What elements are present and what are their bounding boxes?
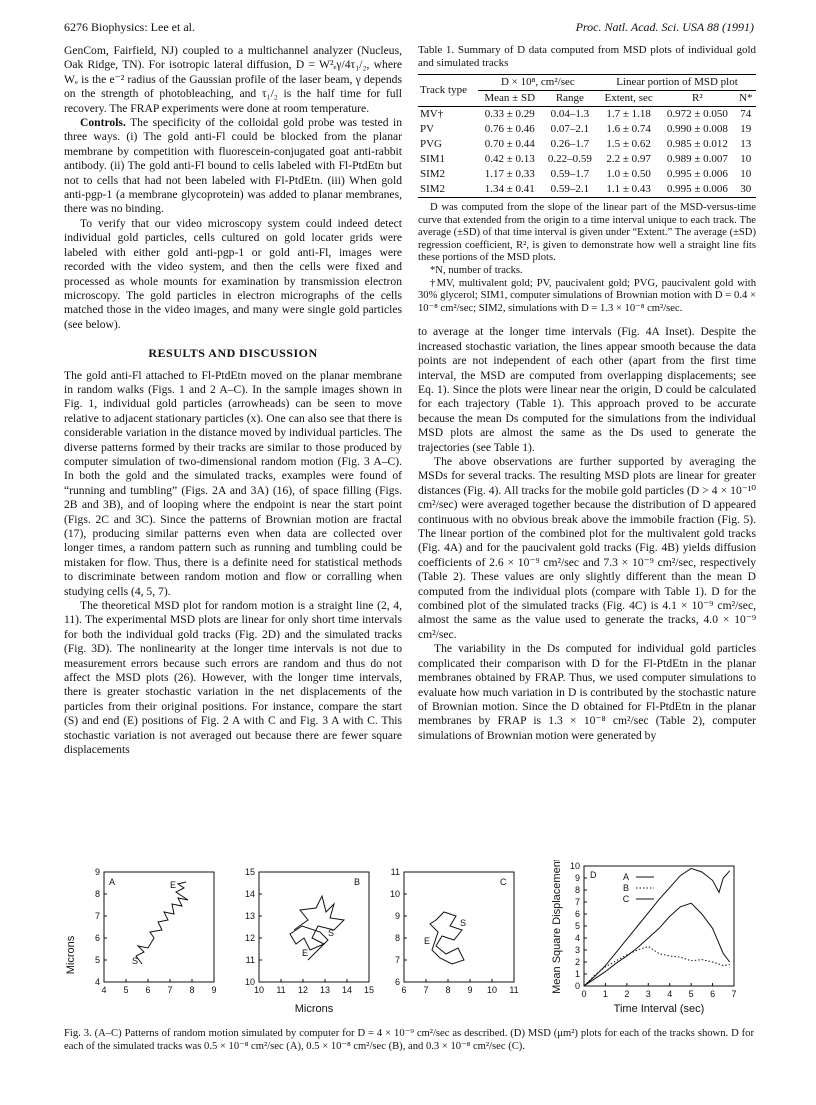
y-tick-label: 6 [574, 909, 580, 919]
table-body [418, 107, 756, 198]
x-tick-label: 11 [509, 985, 519, 995]
table-cell-type: PVG [420, 138, 443, 150]
x-tick-label: 4 [667, 989, 673, 999]
table-cell-range: 0.59–2.1 [542, 182, 598, 198]
end-marker: E [424, 936, 431, 946]
x-tick-label: 9 [211, 985, 217, 995]
figure-svg [64, 860, 754, 1020]
table-cell-extent: 1.6 ± 0.74 [606, 123, 651, 135]
table-cell-mean: 1.34 ± 0.41 [478, 182, 542, 198]
x-axis-label: Time Interval (sec) [613, 1003, 705, 1015]
chart-title: D [590, 870, 597, 880]
panel-a-frame [104, 872, 214, 982]
panel-d-chart [551, 860, 737, 1015]
run-in-heading: Controls. [80, 116, 126, 130]
figure-caption [64, 1028, 754, 1053]
table-cell-extent: 1.1 ± 0.43 [598, 182, 659, 198]
col-extent: Extent, sec [598, 91, 659, 107]
x-tick-label: 2 [624, 989, 630, 999]
table-cell-n: 74 [740, 108, 752, 120]
right-column [418, 44, 756, 743]
table-notes [418, 202, 756, 315]
table-cell-type: PV [420, 123, 435, 135]
y-tick-label: 7 [394, 955, 400, 965]
table-cell-mean: 0.33 ± 0.29 [484, 108, 535, 120]
table-cell-r2: 0.985 ± 0.012 [666, 138, 728, 150]
table-cell-mean: 0.70 ± 0.44 [484, 138, 535, 150]
x-tick-label: 14 [341, 985, 353, 995]
x-tick-label: 13 [319, 985, 331, 995]
series-line-c [584, 903, 730, 986]
x-tick-label: 15 [363, 985, 375, 995]
table-cell-mean: 0.76 ± 0.46 [484, 123, 535, 135]
x-tick-label: 7 [167, 985, 173, 995]
end-marker: E [170, 880, 177, 890]
x-tick-label: 4 [101, 985, 107, 995]
series-line-a [584, 868, 730, 986]
y-tick-label: 9 [574, 873, 580, 883]
track-c [430, 912, 467, 964]
left-column [64, 44, 402, 758]
table-cell-extent: 1.0 ± 0.50 [606, 168, 651, 180]
table-block [418, 44, 756, 315]
section-title: RESULTS AND DISCUSSION [148, 346, 318, 361]
table-cell-mean: 1.17 ± 0.33 [484, 168, 535, 180]
col-mean: Mean ± SD [478, 91, 542, 107]
track-a [136, 882, 188, 964]
paragraph: to average at the longer time intervals (Fig. 4A Inset). Despite the increased stochastic variation, the lines appear smooth because the data points are not independent of each other (apart from the first time interval, the MSD are computed from overlapping displacements; see Eq. 1). Since the plots were linear near the origin, D could be calculated for each trajectory (Table 1). This approach proved to be accurate because the mean Ds computed for the simulations from the individual MSD plots are almost the same as the Ds used to generate the trajectories (see Table 1). [418, 325, 756, 454]
table-caption: Table 1. Summary of D data computed from MSD plots of individual gold and simulated tracks [418, 44, 756, 69]
table-cell-r2: 0.995 ± 0.006 [666, 168, 728, 180]
x-tick-label: 5 [688, 989, 694, 999]
table-cell-range: 0.26–1.7 [550, 138, 590, 150]
table-cell-extent: 1.7 ± 1.18 [606, 108, 651, 120]
y-tick-label: 13 [244, 911, 255, 921]
paragraph: GenCom, Fairfield, NJ) coupled to a multichannel analyzer (Nucleus, Oak Ridge, TN). For isotropic lateral diffusion, D = W²ₑγ/4τ₁/₂, where Wₑ is the e⁻² radius of the Gaussian profile of the laser beam, γ depends on the strength of photobleaching, and τ₁/₂ is the half time for full recovery. The FRAP experiments were done at room temperature. [64, 44, 402, 115]
group-header-linear: Linear portion of MSD plot [598, 75, 756, 91]
y-tick-label: 8 [574, 885, 580, 895]
x-tick-label: 6 [145, 985, 151, 995]
table-row [418, 152, 756, 167]
start-marker: S [132, 956, 139, 966]
panel-c [390, 867, 519, 995]
table-row [418, 122, 756, 137]
table-cell-type: SIM2 [418, 182, 478, 198]
x-tick-label: 8 [189, 985, 195, 995]
col-n: N* [735, 91, 756, 107]
table-cell-r2: 0.990 ± 0.008 [666, 123, 728, 135]
y-tick-label: 8 [94, 889, 100, 899]
paragraph: The gold anti-Fl attached to Fl-PtdEtn moved on the planar membrane in random walks (Figs. 1 and 2 A–C). In the sample images shown in Fig. 1, individual gold particles (arrowheads) can be seen to move relative to adjacent stationary particles (x). One can also see that there is considerable variation in the distance moved by individual particles. The diverse patterns formed by their tracks are similar to those produced by computer simulation of two-dimensional random motion (Fig. 3 A–C). In both the gold and the simulated tracks, examples were found of “running and tumbling” (Figs. 2A and 3A) (16), of space filling (Figs. 2B and 3B), and of looping where the endpoint is near the start point (Figs. 2C and 3C). Since the patterns of Brownian motion are fractal (17), producing similar patterns even when data are collected over longer times, a random pattern such as running and tumbling could be mistaken for flow. Thus, there is a definite need for statistical methods to discriminate between random motion and flow or corralling when studying cells (4, 5, 7). [64, 368, 402, 598]
y-tick-label: 12 [244, 933, 255, 943]
paragraph: The theoretical MSD plot for random motion is a straight line (2, 4, 11). The experimental MSD plots are linear for only short time intervals for both the individual gold tracks (Fig. 2D) and the simulated tracks (Fig. 3D). The nonlinearity at the longer time intervals is not due to measurement errors because such errors are random and thus do not affect the MSD plots (26). However, with the longer time intervals, there is greater stochastic variation in the net displacements of the particles from their original positions. For instance, compare the start (S) and end (E) positions of Fig. 2 A with C and Fig. 3 A with C. This stochastic variation is not averaged out because there are fewer square displacements [64, 599, 402, 757]
x-tick-label: 11 [276, 985, 286, 995]
table-cell-range: 0.59–1.7 [550, 168, 590, 180]
y-tick-label: 7 [94, 911, 100, 921]
x-tick-label: 5 [123, 985, 129, 995]
page-header [64, 20, 754, 36]
table-row [418, 137, 756, 152]
paragraph-controls [64, 116, 402, 217]
paragraph: To verify that our video microscopy system could indeed detect individual gold particles, cells cultured on gold locater grids were labeled with either gold anti-pgp-1 or gold anti-Fl, images were recorded with the video system, and then the cells were fixed and processed as whole mounts for examination by transmission electron microscopy. The gold particles in electron micrographs of the cells matched those in the video images, and many were single gold particles (see below). [64, 216, 402, 331]
y-tick-label: 8 [394, 933, 400, 943]
table-note: D was computed from the slope of the linear part of the MSD-versus-time curve that extended from the origin to a time interval unique to each track. The average (±SD) of that time interval is given under “Extent.” The average (±SD) regression coefficient, R², is given to demonstrate how well a straight line fits these portions of the MSD plots. [418, 202, 756, 264]
table-note: †MV, multivalent gold; PV, paucivalent gold; PVG, paucivalent gold with 30% glycerol; SIM1, computer simulations of Brownian motion with D = 0.4 × 10⁻⁸ cm²/sec; SIM2, simulations with D = 1.3 × 10⁻⁸ cm²/sec. [418, 277, 756, 314]
legend-label: C [622, 894, 630, 904]
figure-caption-label: Fig. 3. [64, 1028, 92, 1039]
table-cell-n: 13 [740, 138, 752, 150]
table-cell-mean: 0.42 ± 0.13 [484, 153, 535, 165]
table-cell-type: SIM2 [420, 168, 446, 180]
y-axis-label: Microns [65, 935, 77, 975]
table-cell-type: MV† [420, 108, 444, 120]
table-cell-n: 19 [740, 123, 752, 135]
y-tick-label: 10 [569, 861, 580, 871]
x-tick-label: 6 [710, 989, 716, 999]
group-header-d: D × 10⁸, cm²/sec [478, 75, 598, 91]
table-cell-n: 10 [740, 168, 752, 180]
table-cell-range: 0.04–1.3 [550, 108, 590, 120]
header-left: 6276 Biophysics: Lee et al. [64, 20, 195, 34]
panel-b [245, 867, 374, 1015]
x-axis-label: Microns [294, 1003, 334, 1015]
panel-c-frame [404, 872, 514, 982]
paragraph: The variability in the Ds computed for individual gold particles complicated their comparison with D for the Fl-PtdEtn in the planar membranes obtained by FRAP. Thus, we used computer simulations to evaluate how much variation in D is contributed by the stochastic nature of Brownian motion. Since the D obtained for Fl-PtdEtn in the planar membranes by FRAP is 1.3 × 10⁻⁸ cm²/sec (Table 2), computer simulations of Brownian motion were generated by [418, 642, 756, 742]
y-tick-label: 4 [94, 977, 100, 987]
x-tick-label: 0 [581, 989, 587, 999]
panel-a [65, 867, 217, 995]
y-axis-label: Mean Square Displacement [551, 860, 563, 994]
table-cell-type: SIM1 [420, 153, 446, 165]
legend-label: A [622, 872, 630, 882]
x-tick-label: 10 [486, 985, 498, 995]
summary-table [418, 74, 756, 198]
header-right: Proc. Natl. Acad. Sci. USA 88 (1991) [575, 20, 754, 34]
y-tick-label: 14 [244, 889, 255, 899]
controls-body: The specificity of the colloidal gold probe was tested in three ways. (i) The gold anti-Fl could be blocked from the planar membrane by competition with fluorescein-conjugated goat anti-rabbit antibody. (ii) The gold anti-Fl bound to cells labeled with Fl-PtdEtn but not to cells that had not been labeled with Fl-PtdEtn. (iii) When gold anti-pgp-1 (a membrane glycoprotein) was added to planar membranes, there was no binding. [64, 116, 402, 216]
x-tick-label: 3 [645, 989, 651, 999]
panel-b-label: B [354, 877, 361, 887]
col-range: Range [542, 91, 598, 107]
y-tick-label: 0 [574, 981, 580, 991]
y-tick-label: 1 [574, 969, 580, 979]
panel-a-label: A [109, 877, 116, 887]
series-line-b [584, 946, 730, 986]
col-track-type: Track type [418, 75, 478, 107]
col-r2: R² [659, 91, 735, 107]
y-tick-label: 10 [244, 977, 255, 987]
table-cell-r2: 0.972 ± 0.050 [666, 108, 728, 120]
y-tick-label: 6 [394, 977, 400, 987]
end-marker: E [302, 948, 309, 958]
y-tick-label: 9 [394, 911, 400, 921]
table-cell-n: 30 [735, 182, 756, 198]
x-tick-label: 7 [731, 989, 737, 999]
x-tick-label: 10 [253, 985, 265, 995]
x-tick-label: 8 [445, 985, 451, 995]
table-cell-r2: 0.989 ± 0.007 [666, 153, 728, 165]
y-tick-label: 2 [574, 957, 580, 967]
y-tick-label: 10 [389, 889, 400, 899]
y-tick-label: 4 [574, 933, 580, 943]
track-b [290, 896, 344, 960]
table-row [418, 182, 756, 198]
table-row [418, 107, 756, 123]
figure-caption-text: (A–C) Patterns of random motion simulated by computer for D = 4 × 10⁻⁹ cm²/sec as described. (D) MSD (μm²) plots for each of the tracks shown. D for each of the simulated tracks was 0.5 × 10⁻⁸ cm²/sec (A), 0.5 × 10⁻⁸ cm²/sec (B), and 0.3 × 10⁻⁸ cm²/sec (C). [64, 1028, 754, 1052]
y-tick-label: 9 [94, 867, 100, 877]
y-tick-label: 3 [574, 945, 580, 955]
x-tick-label: 6 [401, 985, 407, 995]
panel-c-label: C [500, 877, 507, 887]
table-cell-n: 10 [740, 153, 752, 165]
y-tick-label: 15 [244, 867, 255, 877]
y-tick-label: 5 [574, 921, 580, 931]
y-tick-label: 11 [390, 867, 400, 877]
table-note: *N, number of tracks. [430, 264, 523, 276]
y-tick-label: 6 [94, 933, 100, 943]
chart-frame [584, 866, 734, 986]
table-cell-extent: 2.2 ± 0.97 [606, 153, 651, 165]
x-tick-label: 9 [467, 985, 473, 995]
panel-b-frame [259, 872, 369, 982]
table-cell-range: 0.22–0.59 [547, 153, 592, 165]
figure-3 [64, 860, 754, 1020]
start-marker: S [328, 928, 335, 938]
legend-label: B [622, 883, 630, 893]
y-tick-label: 11 [245, 955, 255, 965]
y-tick-label: 7 [574, 897, 580, 907]
x-tick-label: 1 [602, 989, 608, 999]
x-tick-label: 7 [423, 985, 429, 995]
table-cell-range: 0.07–2.1 [550, 123, 590, 135]
table-cell-extent: 1.5 ± 0.62 [606, 138, 651, 150]
y-tick-label: 5 [94, 955, 100, 965]
table-cell-r2: 0.995 ± 0.006 [659, 182, 735, 198]
table-row [418, 167, 756, 182]
x-tick-label: 12 [297, 985, 309, 995]
start-marker: S [460, 918, 467, 928]
paragraph: The above observations are further supported by averaging the MSDs for several tracks. The resulting MSD plots are linear for greater distances (Fig. 4). All tracks for the mobile gold particles (D > 4 × 10⁻¹⁰ cm²/sec) were averaged together because the distribution of D appeared continuous with no obvious break above the immobile fraction (Fig. 5). The linear portion of the combined plot for the multivalent gold tracks (Fig. 4A) and for the paucivalent gold tracks (Fig. 4B) yields diffusion coefficients of 2.6 × 10⁻⁹ cm²/sec and 7.3 × 10⁻⁹ cm²/sec, respectively (Table 2). These values are only slightly different than the mean D computed from the individual plots (compare with Table 1). D for the combined plot of the simulated tracks (Fig. 4C) is 4.1 × 10⁻⁹ cm²/sec, almost the same as the value used to generate the tracks, 4.0 × 10⁻⁹ cm²/sec. [418, 455, 756, 641]
